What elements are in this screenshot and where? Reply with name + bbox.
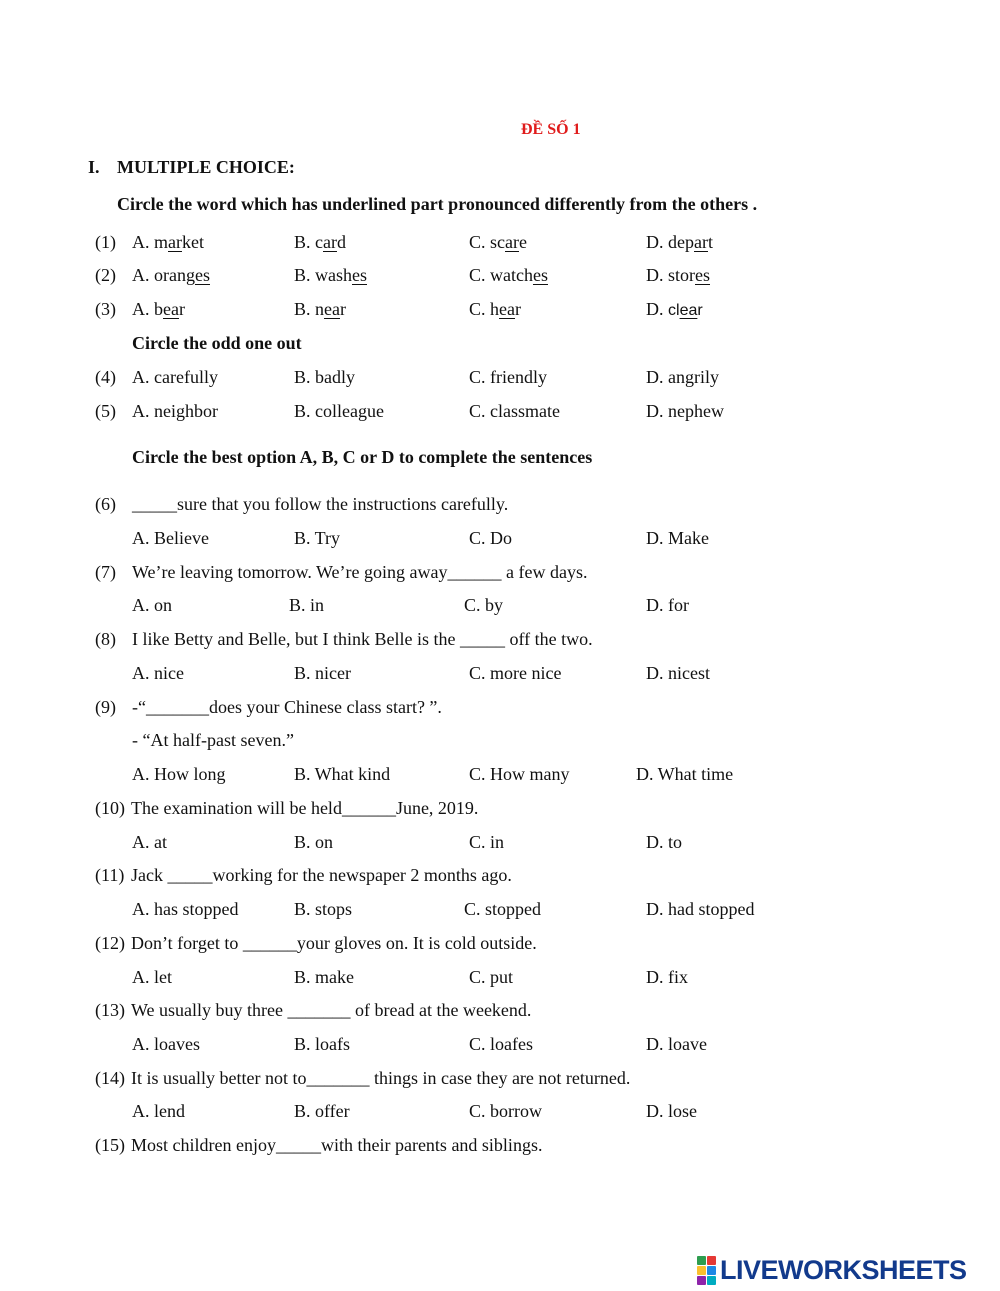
question-number: (5) [95,401,116,421]
question-text: Don’t forget to ______your gloves on. It is cold outside. [131,933,537,953]
q1-option-b[interactable]: B. card [294,232,346,252]
q8-option-d[interactable]: D. nicest [646,663,710,683]
question-text: I like Betty and Belle, but I think Belle is the _____ off the two. [132,629,593,649]
question-number: (3) [95,299,116,319]
question-text: Most children enjoy_____with their parents and siblings. [131,1135,543,1155]
q10-option-d[interactable]: D. to [646,832,682,852]
q11-option-b[interactable]: B. stops [294,899,353,919]
q4-option-a[interactable]: A. carefully [132,367,218,387]
q12-option-d[interactable]: D. fix [646,967,688,987]
logo-block [707,1256,716,1265]
q6-option-c[interactable]: C. Do [469,528,513,548]
q1-option-a[interactable]: A. market [132,232,204,252]
question-number: (7) [95,562,116,582]
question-number: (9) [95,697,116,717]
q4-option-b[interactable]: B. badly [294,367,355,387]
q3-option-a[interactable]: A. bear [132,299,185,319]
q9-option-d[interactable]: D. What time [636,764,734,784]
q7-option-a[interactable]: A. on [132,595,172,615]
instruction-odd-one-out: Circle the odd one out [132,333,302,353]
q12-option-b[interactable]: B. make [294,967,354,987]
q9-option-c[interactable]: C. How many [469,764,570,784]
question-number: (13) [95,1000,125,1020]
q7-option-c[interactable]: C. by [464,595,504,615]
q5-option-c[interactable]: C. classmate [469,401,560,421]
q1-option-c[interactable]: C. scare [469,232,527,252]
q4-option-c[interactable]: C. friendly [469,367,547,387]
question-text: We’re leaving tomorrow. We’re going away______ a few days. [132,562,588,582]
q11-option-d[interactable]: D. had stopped [646,899,755,919]
section-title: MULTIPLE CHOICE: [117,157,295,177]
section-number: I. [88,157,100,177]
q2-option-d[interactable]: D. stores [646,265,710,285]
q13-option-d[interactable]: D. loave [646,1034,707,1054]
question-text: We usually buy three _______ of bread at the weekend. [131,1000,532,1020]
q7-option-b[interactable]: B. in [289,595,325,615]
logo-text: LIVEWORKSHEETS [720,1255,967,1285]
logo-blocks-icon [697,1256,716,1285]
logo-block [707,1266,716,1275]
q9-option-a[interactable]: A. How long [132,764,226,784]
question-number: (14) [95,1068,125,1088]
question-number: (6) [95,494,116,514]
question-text: It is usually better not to_______ things in case they are not returned. [131,1068,631,1088]
q2-option-a[interactable]: A. oranges [132,265,210,285]
q12-option-a[interactable]: A. let [132,967,172,987]
q3-option-b[interactable]: B. near [294,299,346,319]
q13-option-b[interactable]: B. loafs [294,1034,350,1054]
q2-option-b[interactable]: B. washes [294,265,367,285]
q5-option-d[interactable]: D. nephew [646,401,724,421]
question-text-reply: - “At half-past seven.” [132,730,294,750]
q2-option-c[interactable]: C. watches [469,265,548,285]
q5-option-a[interactable]: A. neighbor [132,401,218,421]
q6-option-a[interactable]: A. Believe [132,528,209,548]
instruction-pronunciation: Circle the word which has underlined part pronounced differently from the others . [117,194,758,214]
question-number: (12) [95,933,125,953]
q13-option-c[interactable]: C. loafes [469,1034,533,1054]
q6-option-d[interactable]: D. Make [646,528,709,548]
question-text: -“_______does your Chinese class start? ”. [132,697,442,717]
q6-option-b[interactable]: B. Try [294,528,341,548]
q11-option-c[interactable]: C. stopped [464,899,542,919]
logo-block [697,1276,706,1285]
q8-option-b[interactable]: B. nicer [294,663,351,683]
logo-block [697,1266,706,1275]
q3-option-c[interactable]: C. hear [469,299,521,319]
question-number: (1) [95,232,116,252]
q10-option-b[interactable]: B. on [294,832,334,852]
question-text: Jack _____working for the newspaper 2 months ago. [131,865,512,885]
instruction-best-option: Circle the best option A, B, C or D to complete the sentences [132,447,593,467]
q8-option-c[interactable]: C. more nice [469,663,562,683]
question-number: (4) [95,367,116,387]
q12-option-c[interactable]: C. put [469,967,514,987]
page-title: ĐỀ SỐ 1 [521,121,581,138]
question-number: (2) [95,265,116,285]
q4-option-d[interactable]: D. angrily [646,367,719,387]
logo-block [707,1276,716,1285]
q14-option-c[interactable]: C. borrow [469,1101,542,1121]
question-text: _____sure that you follow the instructions carefully. [132,494,509,514]
q10-option-a[interactable]: A. at [132,832,167,852]
q3-option-d[interactable]: D. clear [646,299,703,319]
liveworksheets-logo[interactable] [697,1255,967,1285]
question-number: (15) [95,1135,125,1155]
q7-option-d[interactable]: D. for [646,595,689,615]
question-number: (11) [95,865,125,885]
q1-option-d[interactable]: D. depart [646,232,713,252]
q9-option-b[interactable]: B. What kind [294,764,391,784]
question-number: (10) [95,798,125,818]
question-text: The examination will be held______June, 2019. [131,798,479,818]
q13-option-a[interactable]: A. loaves [132,1034,200,1054]
q8-option-a[interactable]: A. nice [132,663,184,683]
question-number: (8) [95,629,116,649]
q5-option-b[interactable]: B. colleague [294,401,384,421]
q11-option-a[interactable]: A. has stopped [132,899,239,919]
q14-option-b[interactable]: B. offer [294,1101,350,1121]
q10-option-c[interactable]: C. in [469,832,505,852]
logo-block [697,1256,706,1265]
q14-option-a[interactable]: A. lend [132,1101,185,1121]
q14-option-d[interactable]: D. lose [646,1101,697,1121]
